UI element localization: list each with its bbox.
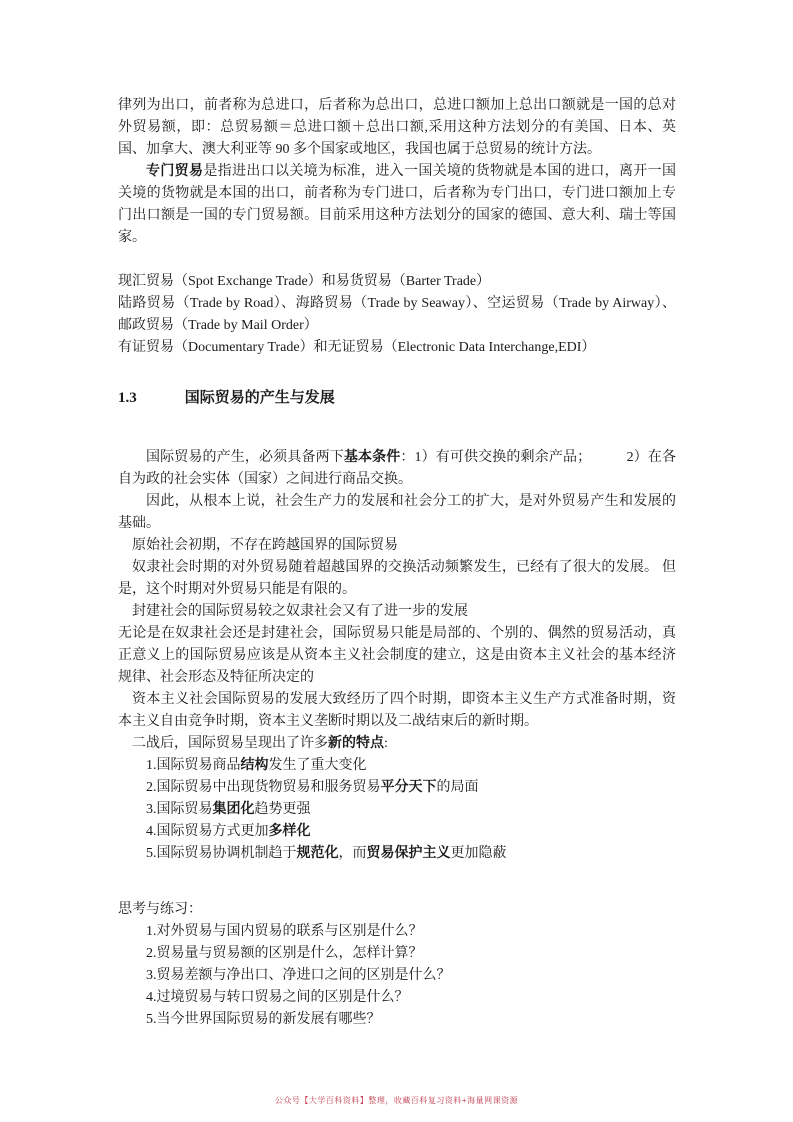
trade-type-line: 陆路贸易（Trade by Road）、海路贸易（Trade by Seaway）、空运贸易（Trade by Airway）、邮政贸易（Trade by Mail Order） <box>118 296 676 333</box>
section-number: 1.3 <box>118 390 137 406</box>
paragraph-postwar <box>118 733 676 755</box>
paragraph-special-trade <box>118 161 676 249</box>
paragraph-total-trade: 律列为出口，前者称为总进口，后者称为总出口，总进口额加上总出口额就是一国的总对外贸易额，即：总贸易额＝总进口额＋总出口额,采用这种方法划分的有美国、日本、英国、加拿大、澳大利亚等 90 多个国家或地区，我国也属于总贸易的统计方法。 <box>118 98 676 157</box>
text-run: 3.国际贸易 <box>146 802 213 817</box>
paragraph-capitalism: 无论是在奴隶社会还是封建社会，国际贸易只能是局部的、个别的、偶然的贸易活动，真正意义上的国际贸易应该是从资本主义社会制度的建立，这是由资本主义社会的基本经济规律、社会形态及特征所决定的 <box>118 626 676 685</box>
text-run: 是指进出口以关境为标准，进入一国关境的货物就是本国的进口，离开一国关境的货物就是本国的出口，前者称为专门进口，后者称为专门出口，专门进口额加上专门出口额是一国的专门贸易额。目前采用这种方法划分的国家的德国、意大利、瑞士等国家。 <box>118 164 677 245</box>
bold-text-run: 贸易保护主义 <box>366 846 451 861</box>
bold-text-run: 平分天下 <box>380 780 437 795</box>
text-run: ：1）有可供交换的剩余产品； 2）在各自为政的社会实体（国家）之间进行商品交换。 <box>118 450 677 487</box>
text-run: 的局面 <box>436 780 479 795</box>
trade-type-line: 现汇贸易（Spot Exchange Trade）和易货贸易（Barter Trade） <box>118 274 491 289</box>
feature-item <box>118 821 676 843</box>
text-run: 5.国际贸易协调机制趋于 <box>146 846 297 861</box>
exercise-item: 3.贸易差额与净出口、净进口之间的区别是什么？ <box>146 968 451 983</box>
bold-text-run: 基本条件 <box>343 450 401 465</box>
trade-type-line: 有证贸易（Documentary Trade）和无证贸易（Electronic Data Interchange,EDI） <box>118 340 596 355</box>
text-run: 1.国际贸易商品 <box>146 758 241 773</box>
text-run: 2.国际贸易中出现货物贸易和服务贸易 <box>146 780 381 795</box>
text-run: 更加隐蔽 <box>450 846 507 861</box>
paragraph-origin <box>118 447 676 491</box>
bold-text-run: 结构 <box>240 758 269 773</box>
exercises-title: 思考与练习： <box>118 902 202 917</box>
exercise-item: 5.当今世界国际贸易的新发展有哪些？ <box>146 1012 381 1027</box>
text-run: 国际贸易的产生，必须具备两下 <box>146 450 344 465</box>
paragraph-primitive: 原始社会初期，不存在跨越国界的国际贸易 <box>132 538 398 553</box>
section-title: 国际贸易的产生与发展 <box>184 390 335 406</box>
exercise-item: 2.贸易量与贸易额的区别是什么，怎样计算？ <box>146 946 423 961</box>
feature-item <box>118 755 676 777</box>
bold-text-run: 多样化 <box>268 824 311 839</box>
bold-text-run: 规范化 <box>296 846 339 861</box>
paragraph-feudal: 封建社会的国际贸易较之奴隶社会又有了进一步的发展 <box>132 604 468 619</box>
text-run: 趋势更强 <box>254 802 311 817</box>
feature-item <box>118 799 676 821</box>
text-run: 发生了重大变化 <box>268 758 367 773</box>
text-run: 二战后，国际贸易呈现出了许多 <box>132 736 328 751</box>
text-run: : <box>384 736 388 751</box>
feature-item <box>118 777 676 799</box>
text-run: ，而 <box>338 846 367 861</box>
bold-text-run: 集团化 <box>212 802 255 817</box>
footer-watermark: 公众号【大学百科资料】整理，收藏百科复习资料+海量网课资源 <box>274 1096 519 1105</box>
paragraph-four-periods: 资本主义社会国际贸易的发展大致经历了四个时期，即资本主义生产方式准备时期，资本主义自由竞争时期，资本主义垄断时期以及二战结束后的新时期。 <box>118 692 676 729</box>
section-heading <box>118 387 676 409</box>
exercise-item: 4.过境贸易与转口贸易之间的区别是什么？ <box>146 990 409 1005</box>
bold-text-run: 新的特点 <box>328 736 384 751</box>
paragraph-basis: 因此，从根本上说，社会生产力的发展和社会分工的扩大，是对外贸易产生和发展的基础。 <box>118 494 676 531</box>
feature-item <box>118 843 676 865</box>
bold-text-run: 专门贸易 <box>146 164 204 179</box>
exercise-item: 1.对外贸易与国内贸易的联系与区别是什么？ <box>146 924 423 939</box>
text-run: 4.国际贸易方式更加 <box>146 824 269 839</box>
paragraph-slave: 奴隶社会时期的对外贸易随着超越国界的交换活动频繁发生，已经有了很大的发展。 但是，这个时期对外贸易只能是有限的。 <box>118 560 676 597</box>
